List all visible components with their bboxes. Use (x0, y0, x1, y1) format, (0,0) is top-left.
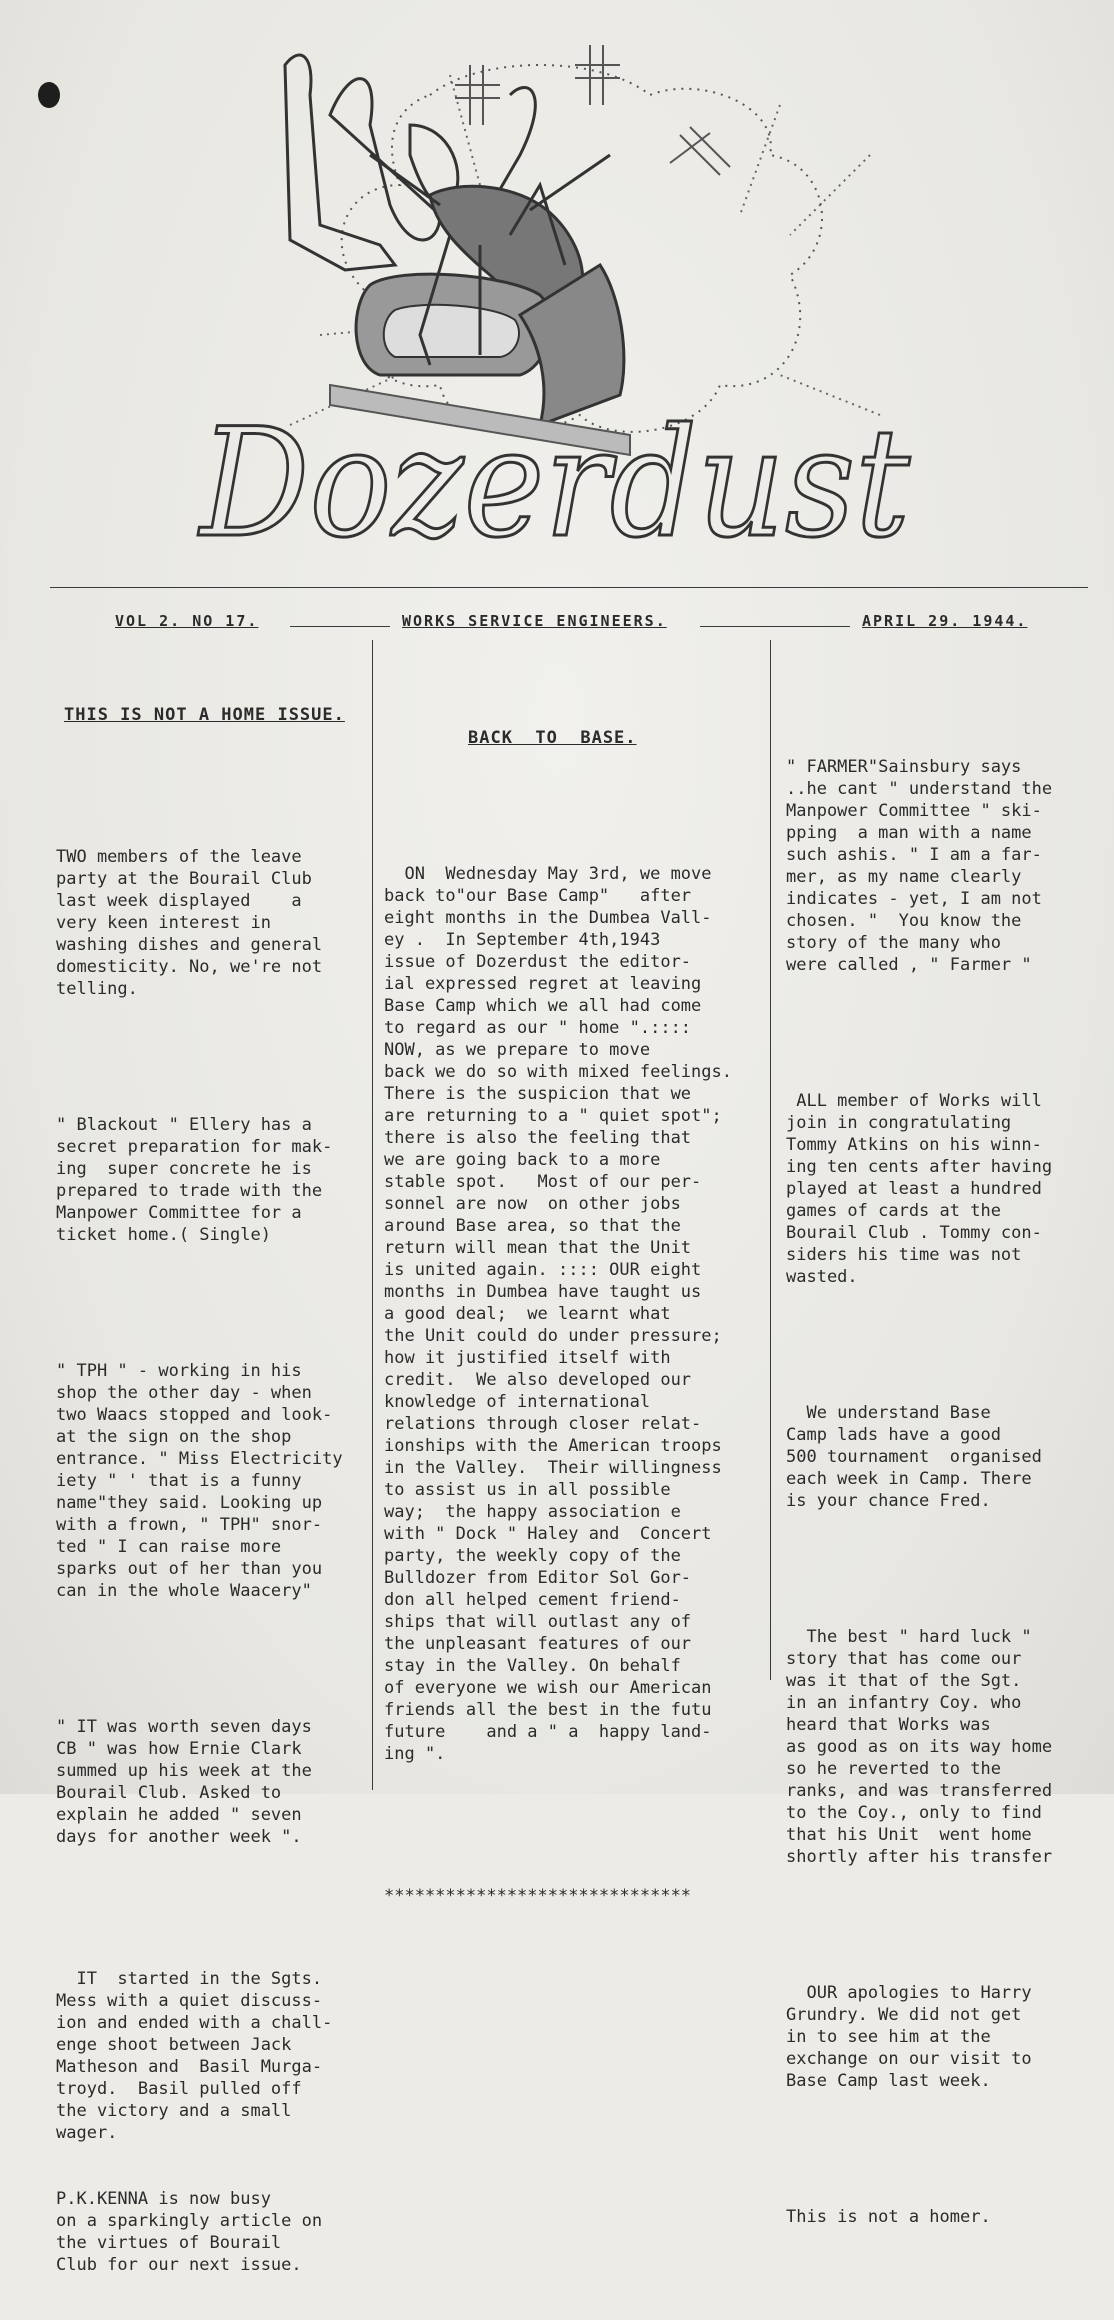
column-left-heading: THIS IS NOT A HOME ISSUE. (64, 705, 345, 725)
dateline-dash (700, 626, 850, 627)
column-divider-right (770, 640, 771, 1680)
organisation-name: WORKS SERVICE ENGINEERS. (402, 612, 667, 630)
article-not-a-homer: This is not a homer. (786, 2207, 991, 2227)
ink-blot (38, 82, 60, 108)
masthead-rule (50, 587, 1088, 588)
article-sgts-mess: IT started in the Sgts. Mess with a quiet discuss- ion and ended with a chall- enge shoot between Jack Matheson and Basil Murga- troyd. Basil pulled off the victory and a small wager. (56, 1969, 333, 2143)
column-divider-left (372, 640, 373, 1790)
article-leave-party: TWO members of the leave party at the Bourail Club last week displayed a very keen interest in washing dishes and general domesticity. No, we're not telling. (56, 847, 323, 999)
article-500-tournament: We understand Base Camp lads have a good 500 tournament organised each week in Camp. There is your chance Fred. (786, 1403, 1042, 1511)
article-tommy-atkins: ALL member of Works will join in congratulating Tommy Atkins on his winn- ing ten cents after having played at least a hundred games of cards at the Bourail Club . Tommy con- siders his time was not wasted. (786, 1091, 1053, 1287)
dateline (0, 612, 1114, 640)
article-apologies: OUR apologies to Harry Grundry. We did not get in to see him at the exchange on our visit to Base Camp last week. (786, 1983, 1032, 2091)
masthead-title: Dozerdust (197, 397, 911, 571)
dateline-dash (290, 626, 390, 627)
column-middle-heading: BACK TO BASE. (468, 728, 637, 748)
article-farmer-sainsbury: " FARMER"Sainsbury says ..he cant " understand the Manpower Committee " ski- pping a man with a name such ashis. " I am a far- mer, as my name clearly indicates - yet, I am not chosen. " You know the story of the many who were called , " Farmer " (786, 757, 1053, 975)
article-tph: " TPH " - working in his shop the other day - when two Waacs stopped and look- at the sign on the shop entrance. " Miss Electricity iety " ' that is a funny name"they said. Looking up with a frown, " TPH" snor- ted " I can raise more sparks out of her than you can in the whole Waacery" (56, 1361, 343, 1601)
column-middle (384, 683, 766, 1951)
column-left (56, 660, 368, 2320)
article-blackout-ellery: " Blackout " Ellery has a secret preparation for mak- ing super concrete he is prepared to trade with the Manpower Committee for a ticket home.( Single) (56, 1115, 333, 1245)
article-kenna: P.K.KENNA is now busy on a sparkingly article on the virtues of Bourail Club for our next issue. (56, 2189, 323, 2275)
column-right (786, 712, 1106, 2272)
article-hard-luck: The best " hard luck " story that has come our was it that of the Sgt. in an infantry Coy. who heard that Works was as good as on its way home so he reverted to the ranks, and was transferred to the Coy., only to find that his Unit went home shortly after his transfer (786, 1627, 1053, 1867)
masthead (180, 35, 960, 595)
article-back-to-base: ON Wednesday May 3rd, we move back to"our Base Camp" after eight months in the Dumbea Vall- ey . In September 4th,1943 issue of Dozerdust the editor- ial expressed regret at leaving Base Camp which we all had come to regard as our " home ".:::: NOW, as we prepare to move back we do so with mixed feelings. There is the suspicion that we are returning to a " quiet spot"; there is also the feeling that we are going back to a more stable spot. Most of our per- sonnel are now on other jobs around Base area, so that the return will mean that the Unit is united again. :::: OUR eight months in Dumbea have taught us a good deal; we learnt what the Unit could do under pressure; how it justified itself with credit. We also developed our knowledge of international relations through closer relat- ionships with the American troops in the Valley. Their willingness to assist us in all possible way; the happy association e with " Dock " Haley and Concert party, the weekly copy of the Bulldozer from Editor Sol Gor- don all helped cement friend- ships that will outlast any of the unpleasant features of our stay in the Valley. On behalf of everyone we wish our American friends all the best in the futu future and a " a happy land- ing ". (384, 864, 732, 1764)
column-middle-footer-stars: ****************************** (384, 1886, 692, 1906)
volume-number: VOL 2. NO 17. (115, 612, 259, 630)
article-ernie-clark: " IT was worth seven days CB " was how Ernie Clark summed up his week at the Bourail Club. Asked to explain he added " seven days for another week ". (56, 1717, 312, 1847)
bulldozer-mosquito-illustration (180, 35, 960, 595)
issue-date: APRIL 29. 1944. (862, 612, 1028, 630)
